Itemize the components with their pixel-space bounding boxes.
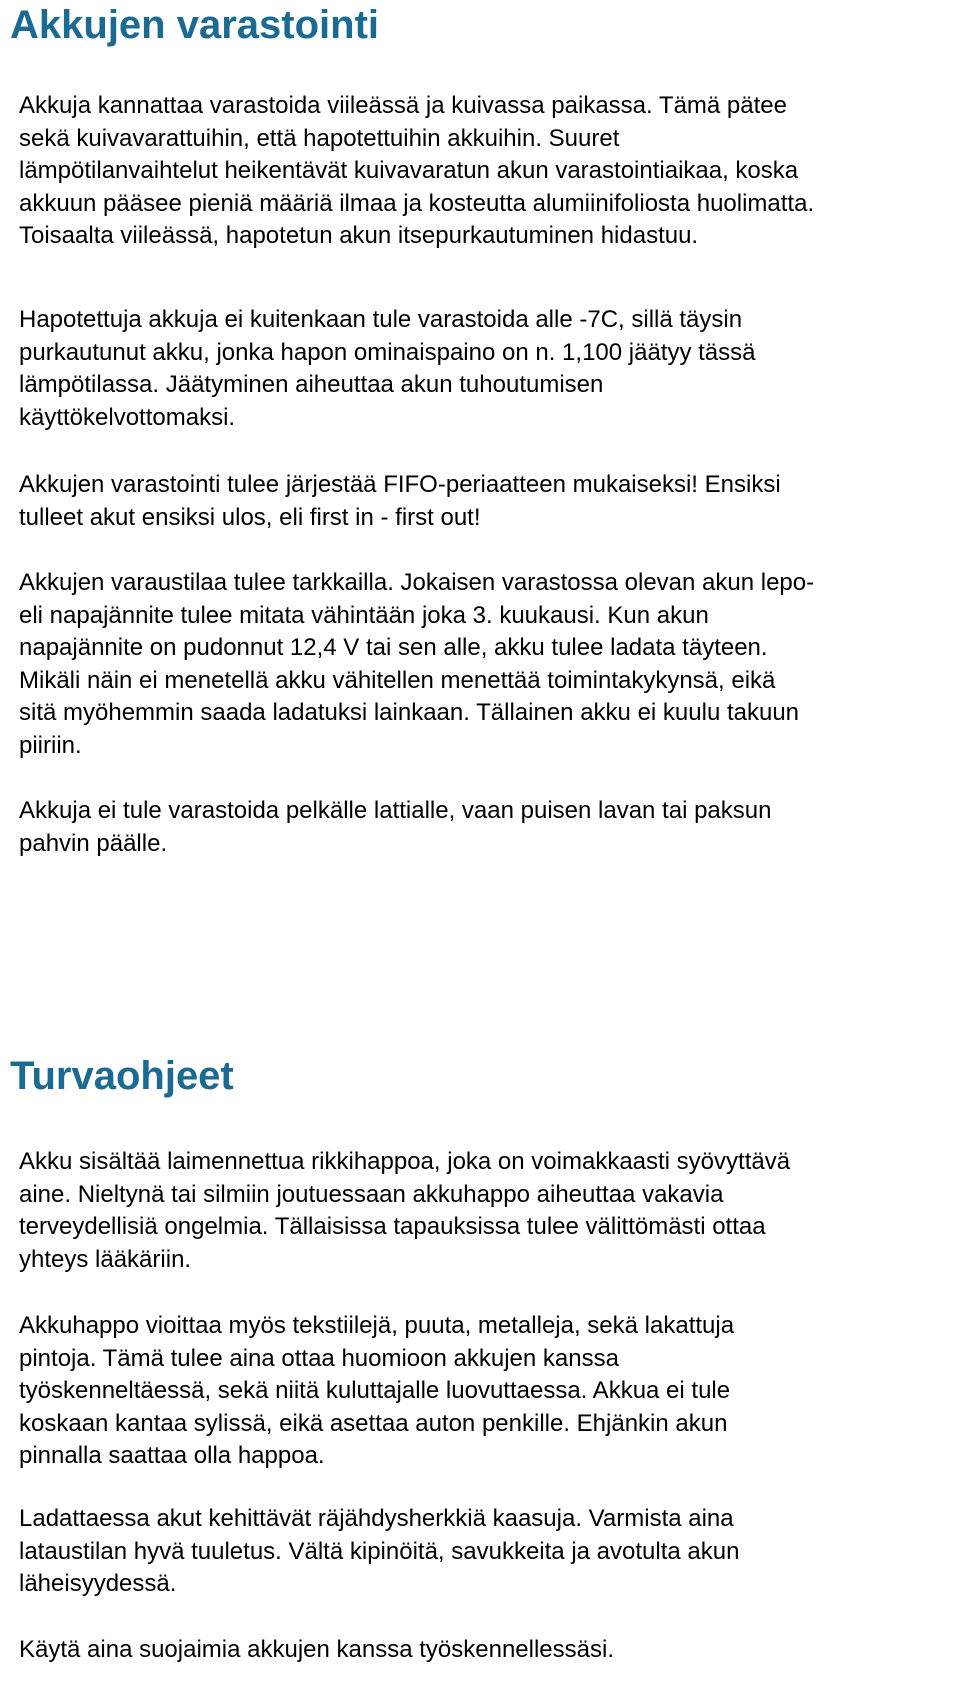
text-line: Akkuja ei tule varastoida pelkälle lattialle, vaan puisen lavan tai paksun [19, 797, 772, 824]
text-line: Akku sisältää laimennettua rikkihappoa, joka on voimakkaasti syövyttävä [19, 1148, 791, 1175]
paragraph-freezing-warning [19, 304, 756, 434]
text-line: läheisyydessä. [19, 1570, 177, 1598]
text-line: koskaan kantaa sylissä, eikä asettaa auton penkille. Ehjänkin akun [19, 1409, 728, 1437]
text-line: eli napajännite tulee mitata vähintään joka 3. kuukausi. Kun akun [19, 601, 709, 629]
text-line: Akkujen varaustilaa tulee tarkkailla. Jokaisen varastossa olevan akun lepo- [19, 569, 815, 596]
text-line: Toisaalta viileässä, hapotetun akun itsepurkautuminen hidastuu. [19, 222, 699, 250]
text-line: akkuun pääsee pieniä määriä ilmaa ja kosteutta alumiinifoliosta huolimatta. [19, 189, 815, 217]
paragraph-gas-warning [19, 1503, 739, 1601]
paragraph-acid-hazard [19, 1146, 790, 1276]
text-line: pinnalla saattaa olla happoa. [19, 1442, 325, 1470]
text-line: Akkujen varastointi tulee järjestää FIFO-periaatteen mukaiseksi! Ensiksi [19, 471, 781, 498]
text-line: Akkuhappo vioittaa myös tekstiilejä, puuta, metalleja, sekä lakattuja [19, 1312, 735, 1339]
text-line: Hapotettuja akkuja ei kuitenkaan tule varastoida alle -7C, sillä täysin [19, 306, 743, 333]
text-line: aine. Nieltynä tai silmiin joutuessaan akkuhappo aiheuttaa vakavia [19, 1180, 724, 1208]
text-line: lämpötilassa. Jäätyminen aiheuttaa akun tuhoutumisen [19, 371, 604, 399]
text-line: Ladattaessa akut kehittävät räjähdysherkkiä kaasuja. Varmista aina [19, 1505, 734, 1532]
text-line: Akkuja kannattaa varastoida viileässä ja kuivassa paikassa. Tämä pätee [19, 92, 787, 119]
paragraph-material-damage [19, 1310, 734, 1473]
section-heading-safety: Turvaohjeet [10, 1054, 234, 1098]
text-line: Mikäli näin ei menetellä akku vähitellen menettää toimintakykynsä, eikä [19, 666, 776, 694]
paragraph-fifo [19, 469, 781, 534]
text-line: terveydellisiä ongelmia. Tällaisissa tapauksissa tulee välittömästi ottaa [19, 1213, 766, 1241]
text-line: purkautunut akku, jonka hapon ominaispaino on n. 1,100 jäätyy tässä [19, 338, 756, 366]
paragraph-storage-conditions [19, 90, 814, 253]
text-line: lämpötilanvaihtelut heikentävät kuivavaratun akun varastointiaikaa, koska [19, 157, 799, 185]
text-line: käyttökelvottomaksi. [19, 403, 236, 431]
text-line: yhteys lääkäriin. [19, 1245, 192, 1273]
text-line: sekä kuivavarattuihin, että hapotettuihin akkuihin. Suuret [19, 124, 620, 152]
paragraph-protective-gear [19, 1634, 614, 1667]
paragraph-floor-storage [19, 795, 771, 860]
paragraph-charge-monitoring [19, 567, 814, 763]
text-line: lataustilan hyvä tuuletus. Vältä kipinöitä, savukkeita ja avotulta akun [19, 1537, 740, 1565]
text-line: Käytä aina suojaimia akkujen kanssa työskennellessäsi. [19, 1636, 614, 1663]
text-line: sitä myöhemmin saada ladatuksi lainkaan. Tällainen akku ei kuulu takuun [19, 699, 800, 727]
section-heading-storage: Akkujen varastointi [10, 3, 380, 47]
text-line: pintoja. Tämä tulee aina ottaa huomioon akkujen kanssa [19, 1344, 619, 1372]
text-line: piiriin. [19, 731, 82, 759]
text-line: napajännite on pudonnut 12,4 V tai sen alle, akku tulee ladata täyteen. [19, 634, 768, 662]
text-line: tulleet akut ensiksi ulos, eli first in - first out! [19, 503, 481, 531]
text-line: työskenneltäessä, sekä niitä kuluttajalle luovuttaessa. Akkua ei tule [19, 1377, 731, 1405]
text-line: pahvin päälle. [19, 829, 168, 857]
